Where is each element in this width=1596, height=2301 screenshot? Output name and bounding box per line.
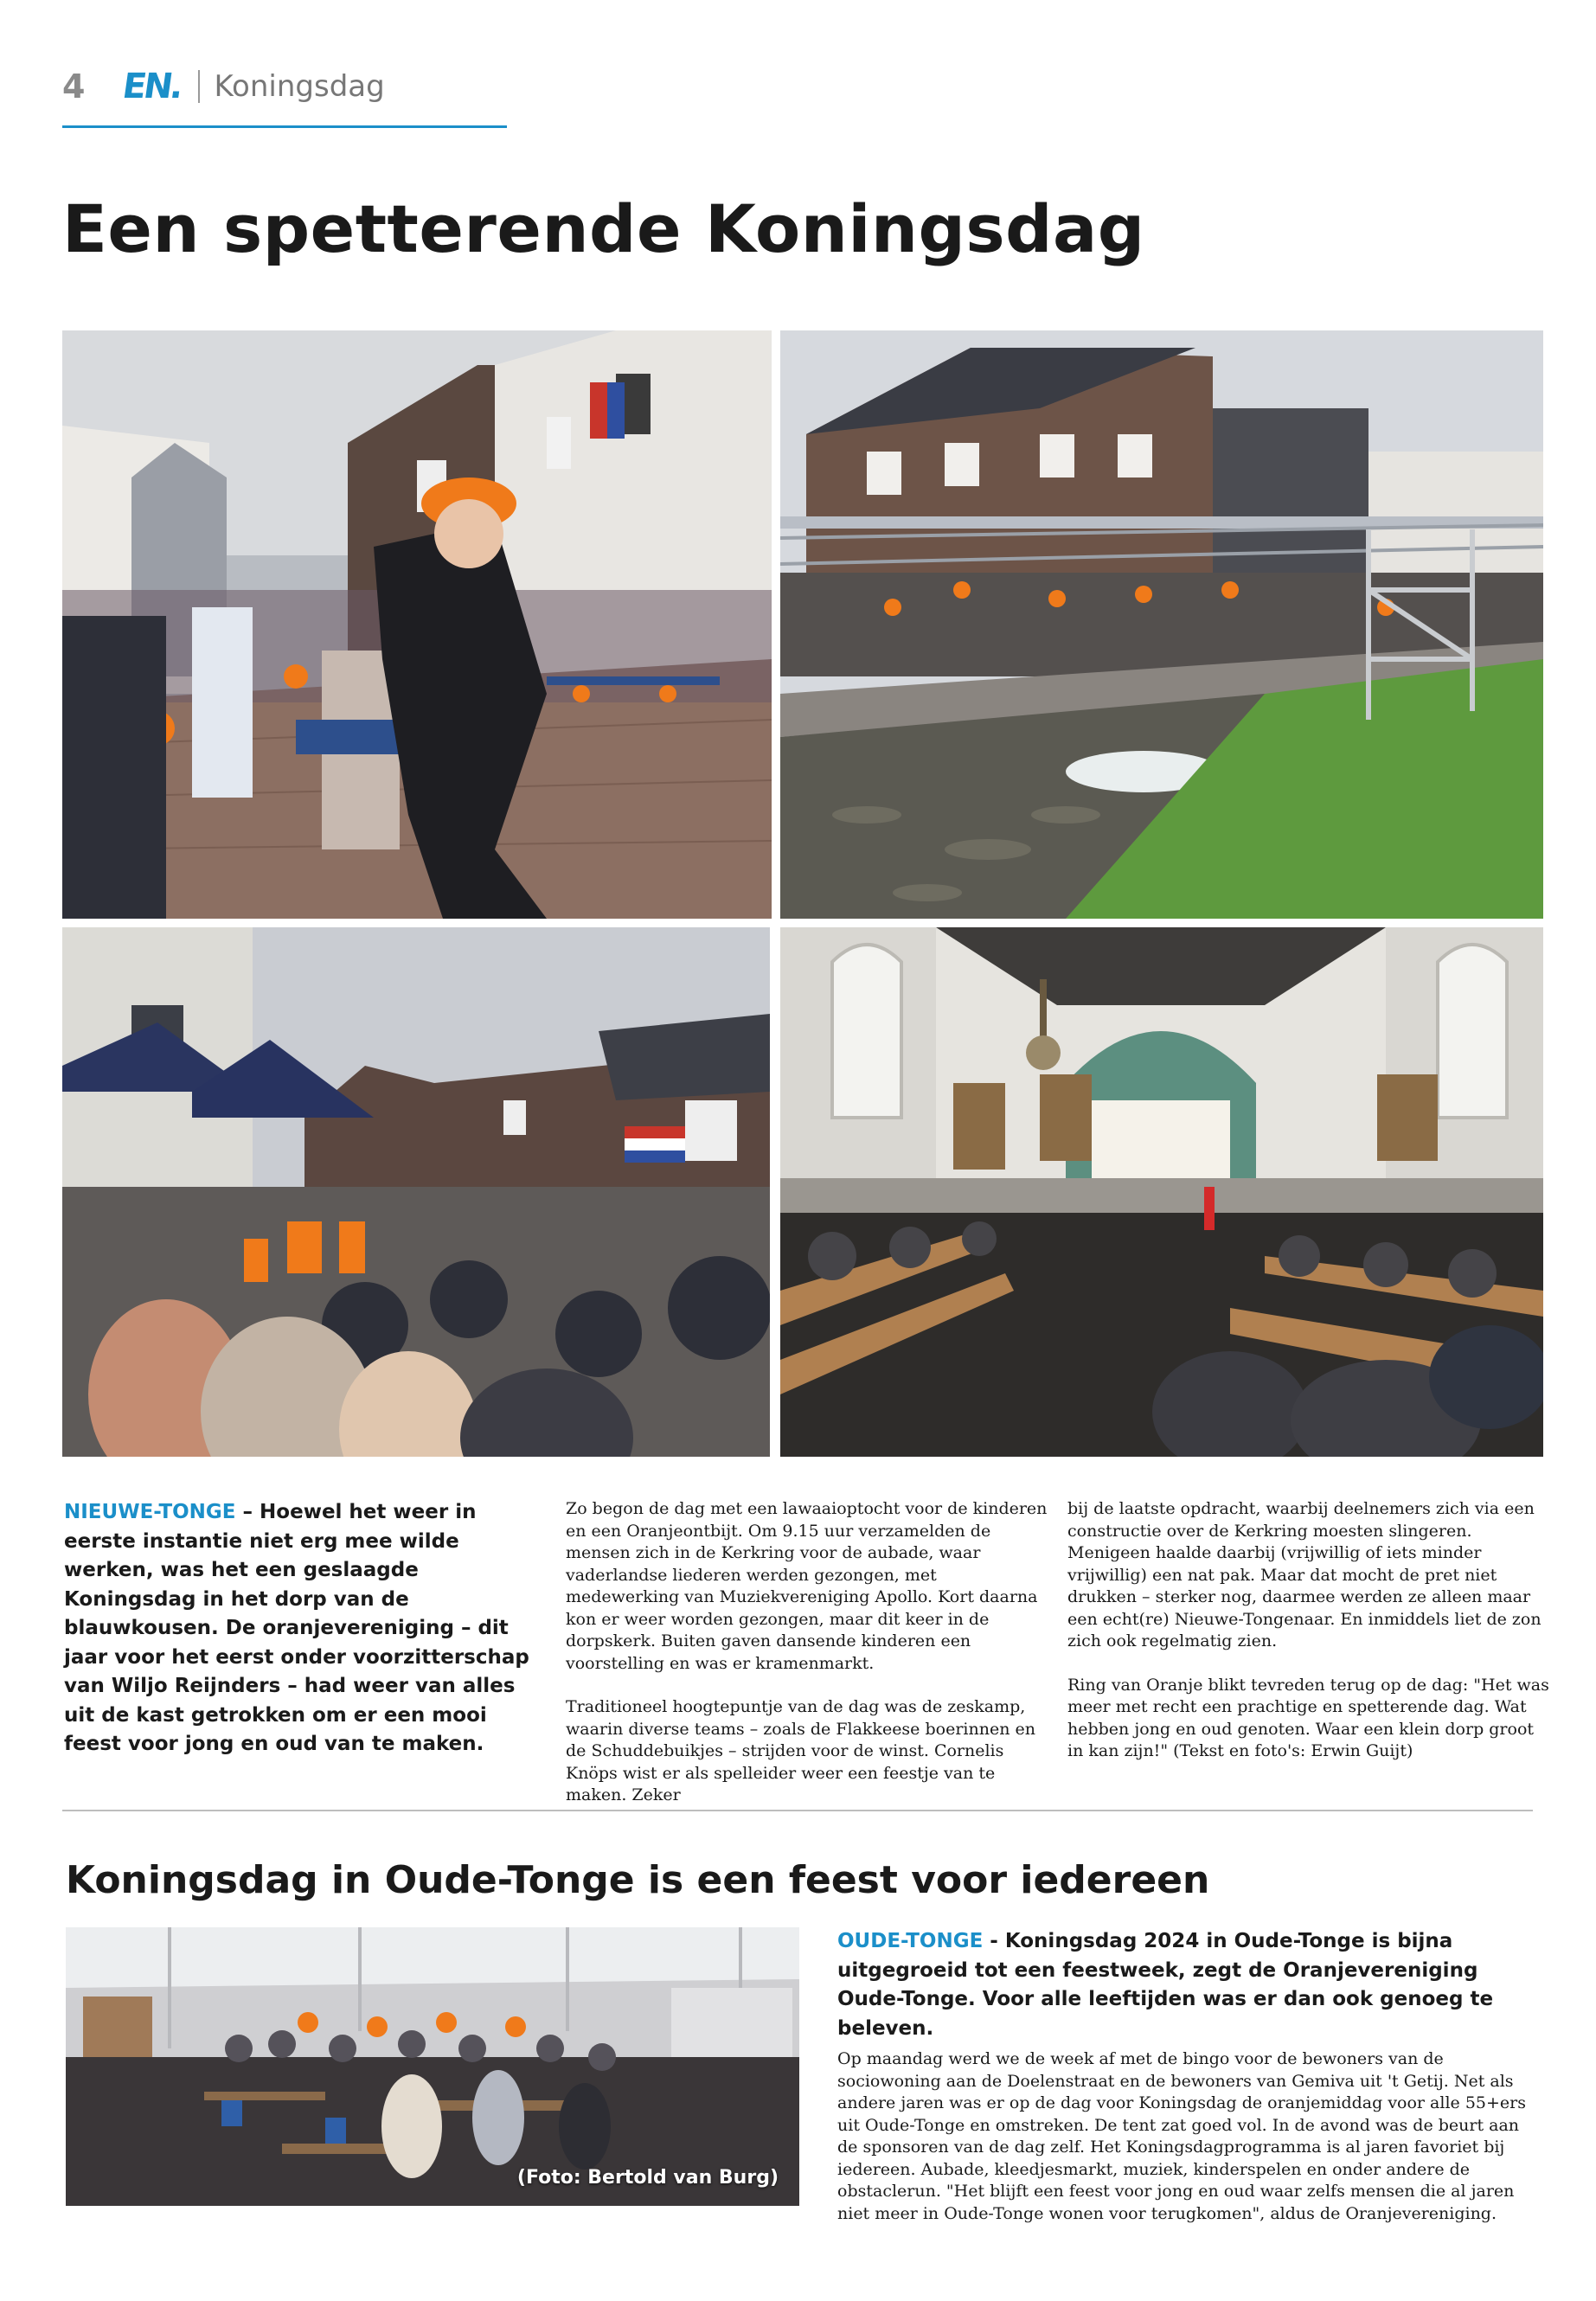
page-header	[62, 62, 512, 111]
photo-street-race	[62, 330, 772, 919]
header-rule	[62, 125, 507, 128]
article2-lead-text: - Koningsdag 2024 in Oude-Tonge is bijna uitgegroeid tot een feestweek, zegt de Oranjevereniging Oude-Tonge. Voor alle leeftijden was er dan ook genoeg te beleven.	[837, 1930, 1494, 2040]
article2-kicker: OUDE-TONGE	[837, 1930, 984, 1952]
article-headline: Een spetterende Koningsdag	[62, 190, 1145, 267]
article1-kicker: NIEUWE-TONGE	[64, 1501, 236, 1523]
page-number: 4	[62, 67, 86, 106]
article1-paragraph: Ring van Oranje blikt tevreden terug op de dag: "Het was meer met recht een prachtige en spetterende dag. Wat hebben jong en oud genoten. Waar een klein dorp groot in kan zijn!" (Tekst en foto's: Erwin Guijt)	[1067, 1675, 1549, 1760]
article1-lead	[64, 1498, 531, 1759]
article1-column-3	[1067, 1498, 1552, 1785]
photo-canal-zeskamp	[780, 330, 1543, 919]
article1-paragraph: Zo begon de dag met een lawaaioptocht voor de kinderen en een Oranjeontbijt. Om 9.15 uur verzamelden de mensen zich in de Kerkring voor de aubade, waar vaderlandse liederen werden gezongen, met medewerking van Muziekvereniging Apollo. Kort daarna kon er weer worden gezongen, maar dit keer in de dorpskerk. Buiten gaven dansende kinderen een voorstelling en was er kramenmarkt.	[566, 1499, 1048, 1673]
photo-festival-tent	[66, 1927, 799, 2206]
article1-paragraph: Traditioneel hoogtepuntje van de dag was de zeskamp, waarin diverse teams – zoals de Flakkeese boerinnen en de Schuddebuikjes – strijden voor de winst. Cornelis Knöps wist er als spelleider weer een feestje van te maken. Zeker	[566, 1697, 1035, 1804]
article2-headline: Koningsdag in Oude-Tonge is een feest voor iedereen	[66, 1858, 1210, 1902]
article1-column-2	[566, 1498, 1050, 1829]
en-logo: EN.	[120, 67, 184, 106]
photo-church	[780, 927, 1543, 1457]
header-separator	[198, 70, 200, 103]
article2-body: Op maandag werd we de week af met de bingo voor de bewoners van de sociowoning aan de Doelenstraat en de bewoners van Gemiva uit 't Getij. Net als andere jaren was er op de dag voor Koningsdag de oranjemiddag voor alle 55+ers uit Oude-Tonge en omstreken. De tent zat goed vol. In de avond was de beurt aan de sponsoren van de dag zelf. Het Koningsdagprogramma is al jaren favoriet bij iedereen. Aubade, kleedjesmarkt, muziek, kinderspelen en onder andere de obstaclerun. "Het blijft een feest voor jong en oud waar zelfs mensen die al jaren niet meer in Oude-Tonge wonen voor terugkomen", aldus de Oranjevereniging.	[837, 2049, 1526, 2223]
photo-market-square	[62, 927, 770, 1457]
article1-lead-text: – Hoewel het weer in eerste instantie niet erg mee wilde werken, was het een geslaagde Koningsdag in het dorp van de blauwkousen. De oranjevereniging – dit jaar voor het eerst onder voorzitterschap van Wiljo Reijnders – had weer van alles uit de kast getrokken om er een mooi feest voor jong en oud van te maken.	[64, 1501, 529, 1755]
section-title: Koningsdag	[214, 69, 385, 104]
article1-paragraph: bij de laatste opdracht, waarbij deelnemers zich via een constructie over de Kerkring moesten slingeren. Menigeen haalde daarbij (vrijwillig of iets minder vrijwillig) een nat pak. Maar dat mocht de pret niet drukken – sterker nog, daarmee werden ze alleen maar een echt(re) Nieuwe-Tongenaar. En inmiddels liet de zon zich ook regelmatig zien.	[1067, 1499, 1542, 1650]
article2-lead	[837, 1927, 1521, 2043]
article-divider	[62, 1810, 1533, 1811]
photo-caption: (Foto: Bertold van Burg)	[516, 2167, 779, 2189]
